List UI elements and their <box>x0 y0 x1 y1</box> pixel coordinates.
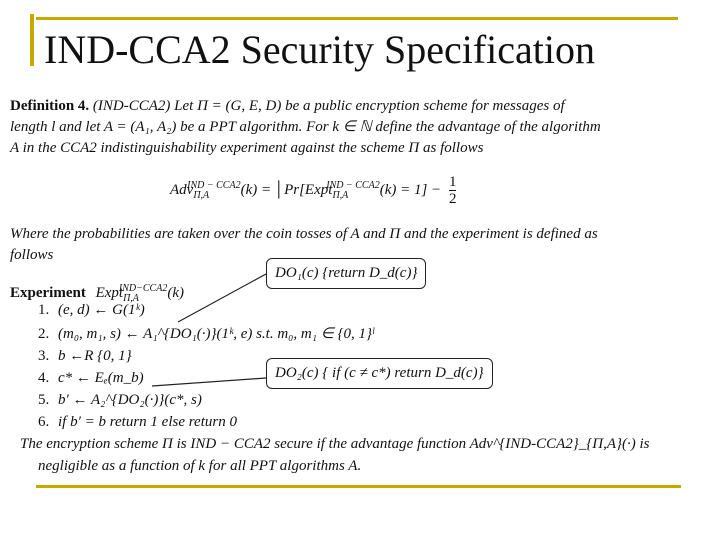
experiment-step-5: 5. b′ ← A₂^{DO₂(·)}(c*, s) <box>38 392 202 408</box>
advantage-formula: Adv$_{\Pi,A}^{IND - CCA2}$(k) = │Pr[Expt$_{\Pi,A}^{IND - CCA2}$(k) = 1] − $\frac{1}{2}$ <box>170 174 457 207</box>
oracle-2-box: DO₂(c) { if (c ≠ c*) return D_d(c)} <box>266 358 493 389</box>
experiment-step-6: 6. if b′ = b return 1 else return 0 <box>38 414 237 430</box>
where-line-2: follows <box>10 247 54 263</box>
experiment-step-4: 4. c* ← Eₑ(m_b) <box>38 370 144 386</box>
where-line-1: Where the probabilities are taken over the coin tosses of A and Π and the experiment is defined as <box>10 226 598 242</box>
conclusion-line-1: The encryption scheme Π is IND − CCA2 secure if the advantage function Adv^{IND-CCA2}_{Π,A}(·) is <box>20 436 650 452</box>
definition-image <box>10 96 706 476</box>
definition-label: Definition 4. <box>10 98 90 114</box>
oracle-1-arrow <box>178 274 266 322</box>
definition-line-3: A in the CCA2 indistinguishability experiment against the scheme Π as follows <box>10 140 484 156</box>
experiment-header: Experiment Expt$_{\Pi,A}^{IND-CCA2}$(k) <box>10 283 184 304</box>
definition-line-2: length l and let A = (A₁, A₂) be a PPT algorithm. For k ∈ ℕ define the advantage of the algorithm <box>10 119 601 135</box>
decorative-vertical-line <box>30 14 34 66</box>
experiment-label: Experiment <box>10 285 86 301</box>
decorative-bottom-line <box>36 485 681 488</box>
experiment-step-2: 2. (m₀, m₁, s) ← A₁^{DO₁(·)}(1ᵏ, e) s.t. m₀, m₁ ∈ {0, 1}ˡ <box>38 326 375 342</box>
slide-title: IND-CCA2 Security Specification <box>44 27 595 72</box>
conclusion-line-2: negligible as a function of k for all PPT algorithms A. <box>38 458 362 474</box>
definition-text-1: (IND-CCA2) Let Π = (G, E, D) be a public encryption scheme for messages of <box>92 98 565 114</box>
decorative-top-line <box>36 17 678 20</box>
experiment-step-3: 3. b ←R {0, 1} <box>38 348 132 364</box>
experiment-step-1: 1. (e, d) ← G(1ᵏ) <box>38 302 145 318</box>
oracle-1-box: DO₁(c) {return D_d(c)} <box>266 258 426 289</box>
oracle-arrows <box>10 96 706 476</box>
oracle-2-arrow <box>152 378 266 386</box>
